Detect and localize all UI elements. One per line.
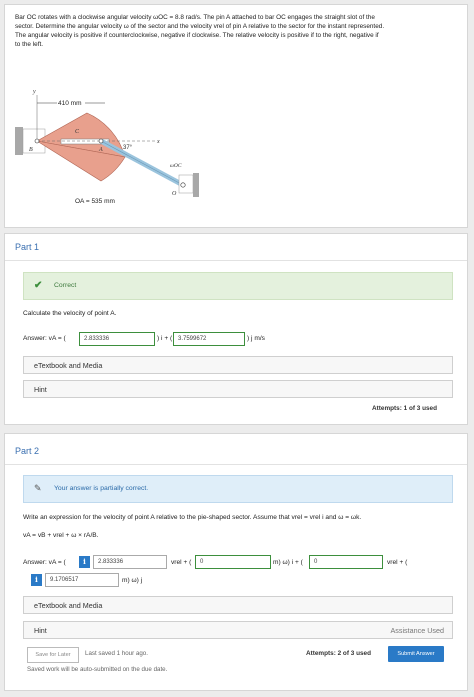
last-saved-text: Last saved 1 hour ago. xyxy=(85,650,148,657)
problem-card xyxy=(4,4,468,228)
label-y: y xyxy=(33,89,36,95)
problem-line-3: The angular velocity is positive if counterclockwise, negative if clockwise. The relative velocity is positive if to the right, negative if xyxy=(15,32,379,39)
problem-line-2: sector. Determine the angular velocity ω of the sector and the velocity vrel of pin A relative to the sector for the instant represented. xyxy=(15,23,385,30)
auto-submit-note: Saved work will be auto-submitted on the due date. xyxy=(27,666,168,673)
label-omega: ωOC xyxy=(170,163,182,169)
part-2-answer-label: Answer: vA = ( xyxy=(23,559,66,566)
etextbook-link-2[interactable] xyxy=(23,596,453,614)
j-unit-label: ) j m/s xyxy=(247,335,265,342)
part-2-title: Part 2 xyxy=(15,446,40,456)
part-1-prompt: Calculate the velocity of point A. xyxy=(23,310,117,317)
partial-text: Your answer is partially correct. xyxy=(54,485,149,492)
label-x: x xyxy=(157,139,160,145)
etextbook-label-2: eTextbook and Media xyxy=(34,601,103,610)
correct-text: Correct xyxy=(54,282,77,289)
label-angle: 37° xyxy=(123,145,133,151)
check-icon: ✔ xyxy=(34,280,43,291)
vrel-label-1: vrel + ( xyxy=(171,559,192,566)
hint-button[interactable] xyxy=(23,380,453,398)
hint-label: Hint xyxy=(34,385,47,394)
mechanism-figure xyxy=(15,85,215,215)
part-2-input-1[interactable]: 2.833336 xyxy=(93,555,167,569)
velocity-j-input[interactable]: 3.7599672 xyxy=(173,332,245,346)
part-1-attempts: Attempts: 1 of 3 used xyxy=(372,405,437,412)
vrel-label-2: vrel + ( xyxy=(387,559,408,566)
part-2-input-2[interactable]: 0 xyxy=(195,555,271,569)
part-2-attempts: Attempts: 2 of 3 used xyxy=(306,650,371,657)
wall-right xyxy=(193,173,199,197)
label-b: B xyxy=(29,147,33,153)
part-2-input-4[interactable]: 9.1706517 xyxy=(45,573,119,587)
etextbook-label: eTextbook and Media xyxy=(34,361,103,370)
part-1-title: Part 1 xyxy=(15,242,40,252)
label-c: C xyxy=(75,129,80,135)
label-o: O xyxy=(172,191,177,197)
wall-left xyxy=(15,127,23,155)
part-1-divider xyxy=(5,260,467,261)
pin-b xyxy=(35,139,39,143)
part-2-card xyxy=(4,433,468,691)
correct-banner xyxy=(23,272,453,300)
dimension-top-label: 410 mm xyxy=(58,100,82,107)
velocity-i-input[interactable]: 2.833336 xyxy=(79,332,155,346)
problem-line-4: to the left. xyxy=(15,41,44,48)
hint-label-2: Hint xyxy=(34,626,47,635)
part-1-card xyxy=(4,233,468,425)
omega-label-1: m) ω) i + ( xyxy=(273,559,303,566)
dimension-bottom-label: OA = 535 mm xyxy=(75,198,115,205)
pin-a xyxy=(99,139,103,143)
pencil-icon: ✎ xyxy=(34,483,42,493)
info-icon-2[interactable]: i xyxy=(31,574,42,586)
info-icon-1[interactable]: i xyxy=(79,556,90,568)
partial-banner xyxy=(23,475,453,503)
part-2-divider xyxy=(5,464,467,465)
part-1-answer-label: Answer: vA = ( xyxy=(23,335,66,342)
label-a: A xyxy=(99,147,103,153)
problem-statement xyxy=(15,13,460,49)
submit-answer-button[interactable]: Submit Answer xyxy=(388,646,444,662)
part-2-equation: vA = vB + vrel + ω × rA/B. xyxy=(23,532,99,539)
save-for-later-button[interactable]: Save for Later xyxy=(27,647,79,663)
problem-line-1: Bar OC rotates with a clockwise angular velocity ωOC = 8.8 rad/s. The pin A attached to bar OC engages the straight slot of the xyxy=(15,14,375,21)
etextbook-link[interactable] xyxy=(23,356,453,374)
omega-label-2: m) ω) j xyxy=(122,577,143,584)
part-2-prompt: Write an expression for the velocity of point A relative to the pie-shaped sector. Assume that vrel = vrel i and ω = ωk. xyxy=(23,514,362,521)
part-2-input-3[interactable]: 0 xyxy=(309,555,383,569)
hint-button-2[interactable] xyxy=(23,621,453,639)
i-unit-label: ) i + ( xyxy=(157,335,173,342)
pivot-o xyxy=(181,183,185,187)
assistance-used-label: Assistance Used xyxy=(390,626,444,635)
